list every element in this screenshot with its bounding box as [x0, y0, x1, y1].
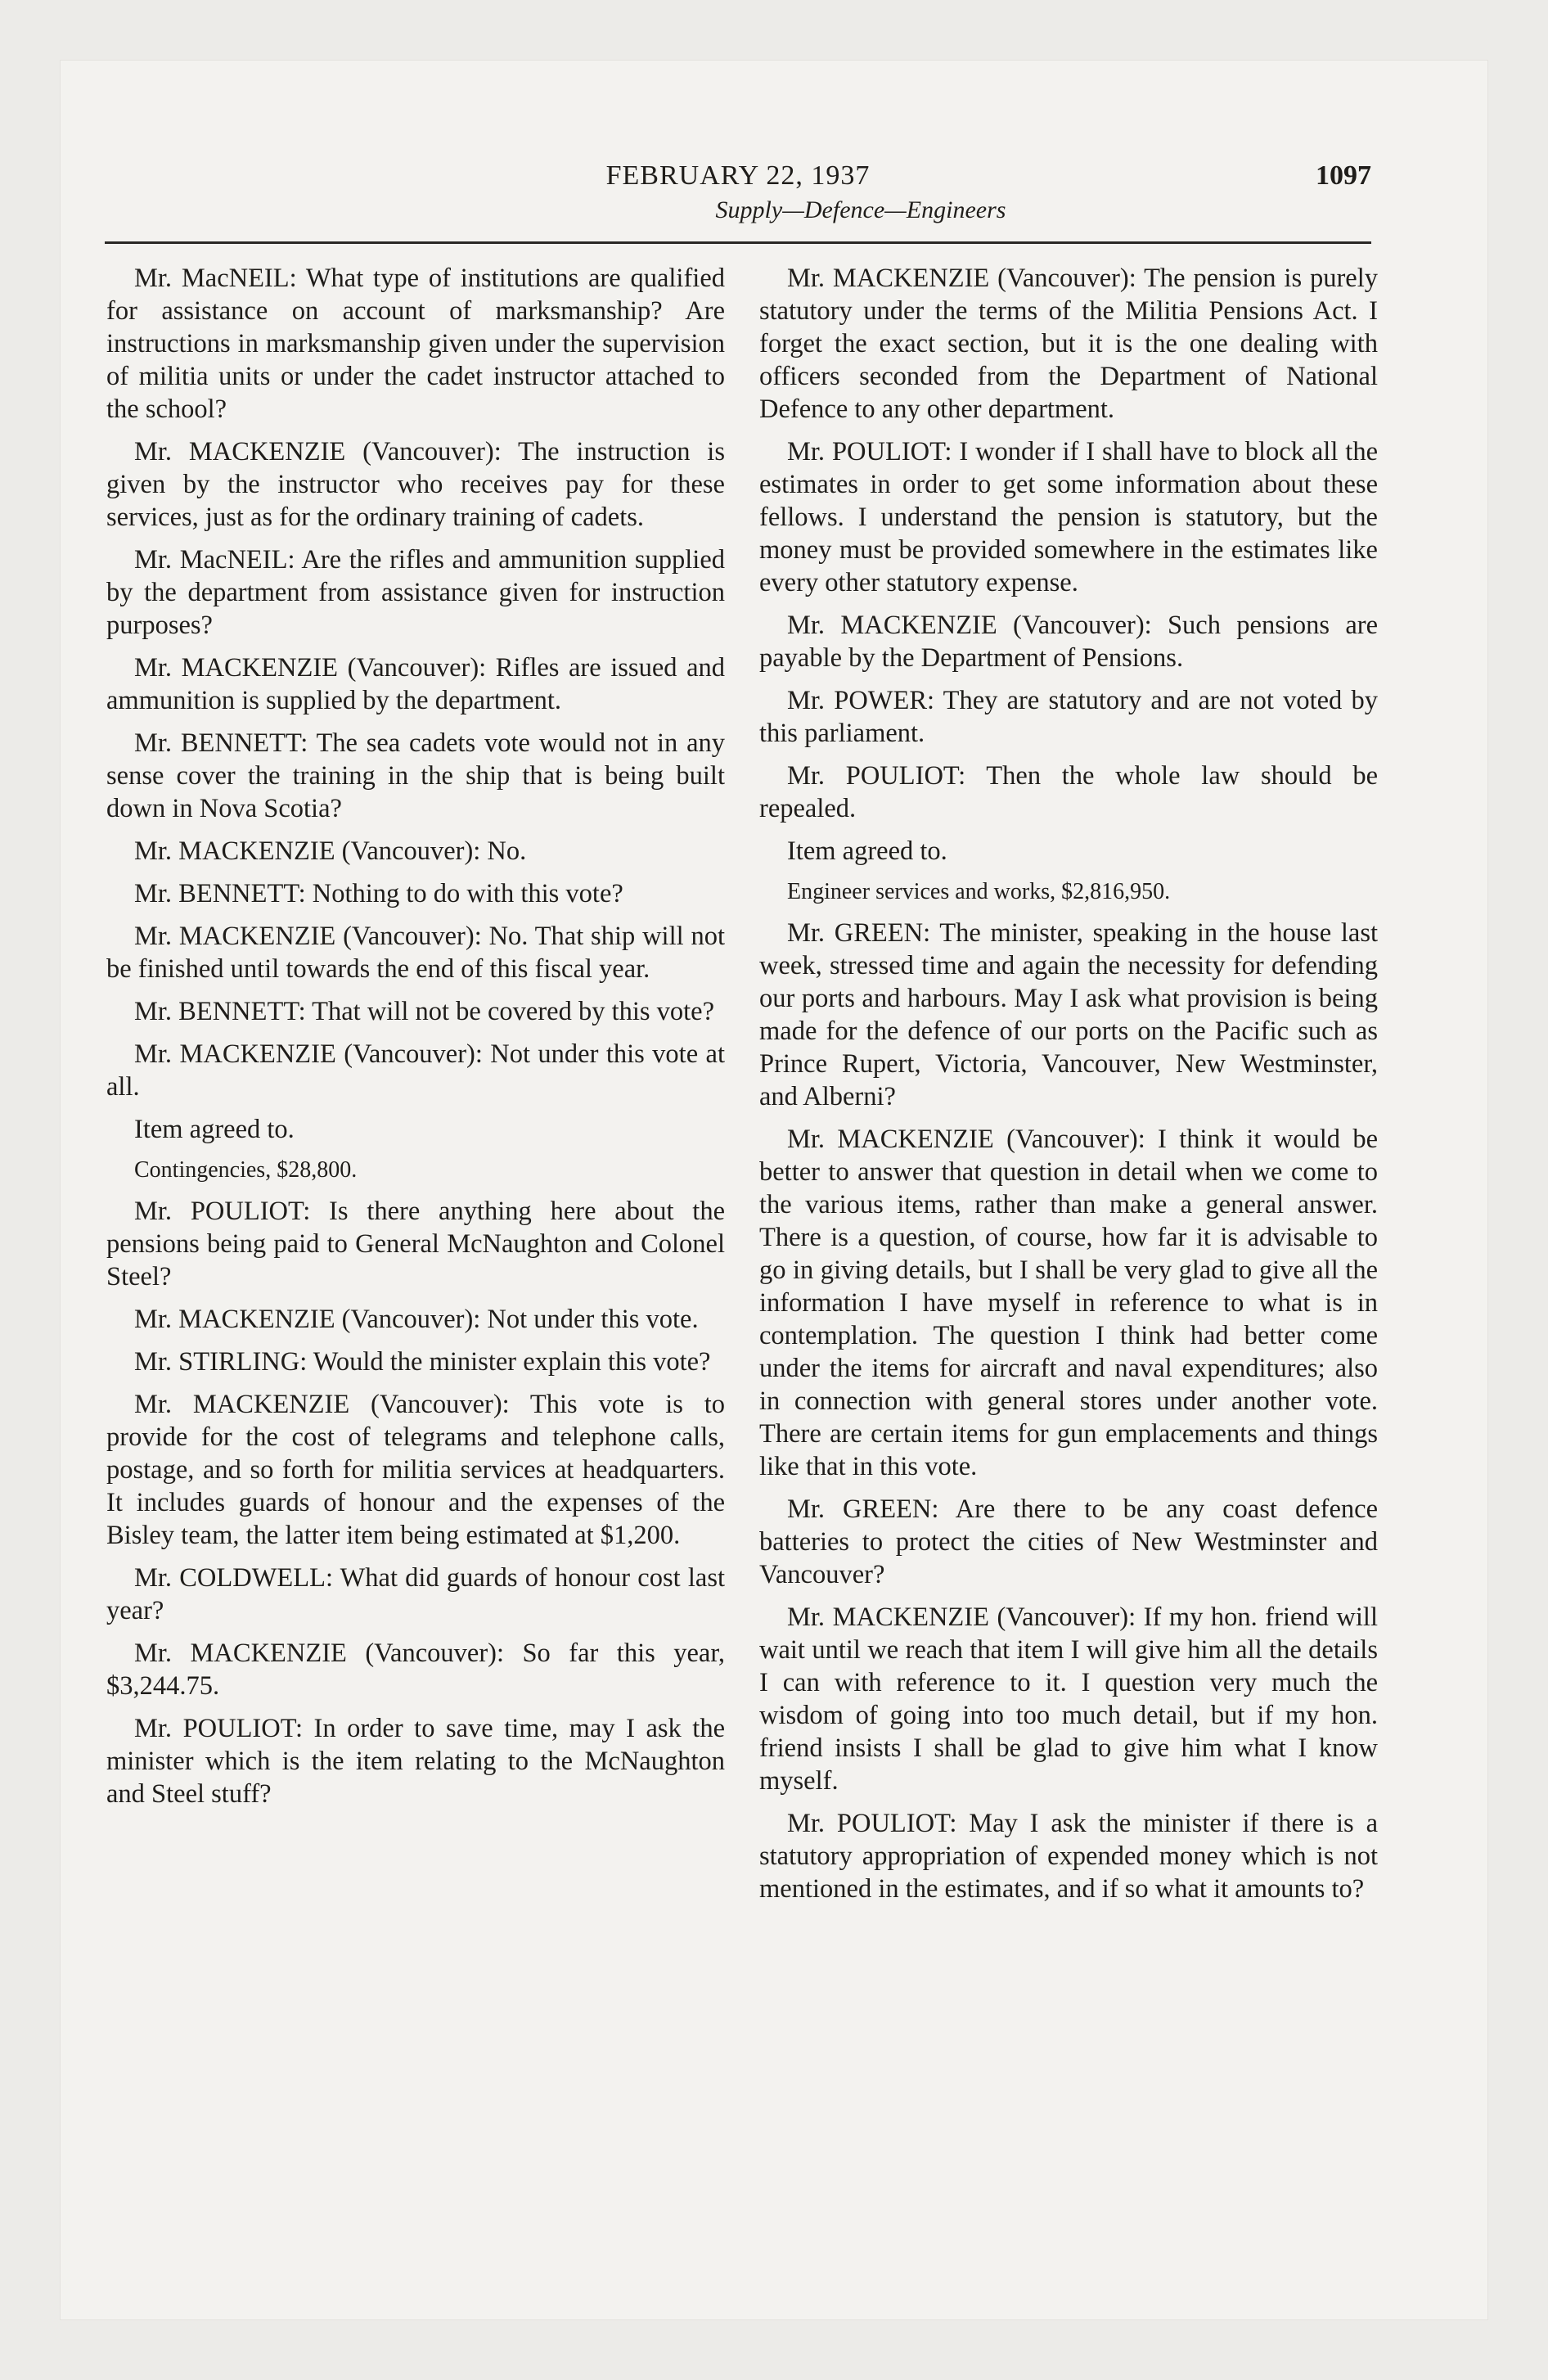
paragraph: Mr. MACKENZIE (Vancouver): Rifles are issued and ammunition is supplied by the department.: [106, 653, 725, 715]
estimate-item-heading: Engineer services and works, $2,816,950.: [787, 879, 1171, 904]
paragraph: Mr. MACKENZIE (Vancouver): This vote is to provide for the cost of telegrams and telephone calls, postage, and so forth for militia services at headquarters. It includes guards of honour and the expenses of the Bisley team, the latter item being estimated at $1,200.: [106, 1390, 725, 1550]
paragraph: Mr. POULIOT: May I ask the minister if there is a statutory appropriation of expended money which is not mentioned in the estimates, and if so what it amounts to?: [759, 1809, 1378, 1904]
paragraph: Mr. MacNEIL: What type of institutions are qualified for assistance on account of marksmanship? Are instructions in marksmanship given under the supervision of militia units or under the cadet instructor attached to the school?: [106, 264, 725, 424]
paragraph: Mr. GREEN: The minister, speaking in the house last week, stressed time and again the necessity for defending our ports and harbours. May I ask what provision is being made for the defence of our ports on the Pacific such as Prince Rupert, Victoria, Vancouver, New Westminster, and Alberni?: [759, 918, 1378, 1111]
paragraph: Mr. POULIOT: Then the whole law should be repealed.: [759, 761, 1378, 823]
paragraph: Mr. MACKENZIE (Vancouver): I think it would be better to answer that question in detail when we come to the various items, rather than make a general answer. There is a question, of course, how far it is advisable to go in giving details, but I shall be very glad to give all the information I have myself in reference to what is in contemplation. The question I think had better come under the items for aircraft and naval expenditures; also in connection with general stores under another vote. There are certain items for gun emplacements and things like that in this vote.: [759, 1125, 1378, 1481]
paragraph: Mr. MACKENZIE (Vancouver): No. That ship will not be finished until towards the end of this fiscal year.: [106, 922, 725, 984]
header-date: FEBRUARY 22, 1937: [605, 160, 871, 191]
item-agreed: Item agreed to.: [787, 836, 947, 866]
paragraph: Mr. MACKENZIE (Vancouver): Not under this vote.: [134, 1305, 699, 1334]
paragraph: Mr. POULIOT: In order to save time, may I ask the minister which is the item relating to the McNaughton and Steel stuff?: [106, 1714, 725, 1809]
header-subtitle: Supply—Defence—Engineers: [715, 196, 1006, 223]
paragraph: Mr. BENNETT: Nothing to do with this vote?: [134, 879, 623, 908]
header-rule: [105, 241, 1371, 244]
paragraph: Mr. STIRLING: Would the minister explain this vote?: [134, 1347, 711, 1377]
item-agreed: Item agreed to.: [134, 1115, 295, 1144]
estimate-item-heading: Contingencies, $28,800.: [134, 1157, 358, 1183]
paragraph: Mr. POULIOT: I wonder if I shall have to block all the estimates in order to get some information about these fellows. I understand the pension is statutory, but the money must be provided somewhere in the estimates like every other statutory expense.: [759, 437, 1378, 597]
paragraph: Mr. COLDWELL: What did guards of honour cost last year?: [106, 1563, 725, 1625]
paragraph: Mr. BENNETT: That will not be covered by this vote?: [134, 997, 715, 1026]
paragraph: Mr. POULIOT: Is there anything here about the pensions being paid to General McNaughton and Colonel Steel?: [106, 1197, 725, 1291]
paragraph: Mr. MACKENZIE (Vancouver): Such pensions are payable by the Department of Pensions.: [759, 611, 1378, 673]
right-column: [759, 262, 1378, 1915]
paragraph: Mr. MACKENZIE (Vancouver): Not under this vote at all.: [106, 1039, 725, 1102]
left-column: [106, 262, 725, 1820]
paragraph: Mr. MACKENZIE (Vancouver): The instruction is given by the instructor who receives pay for these services, just as for the ordinary training of cadets.: [106, 437, 725, 532]
paragraph: Mr. POWER: They are statutory and are not voted by this parliament.: [759, 686, 1378, 748]
page-header: [105, 105, 1371, 236]
paragraph: Mr. BENNETT: The sea cadets vote would not in any sense cover the training in the ship that is being built down in Nova Scotia?: [106, 728, 725, 823]
paragraph: Mr. MACKENZIE (Vancouver): If my hon. friend will wait until we reach that item I will give him all the details I can with reference to it. I question very much the wisdom of going into too much detail, but if my hon. friend insists I shall be glad to give him what I know myself.: [759, 1602, 1378, 1796]
paragraph: Mr. MACKENZIE (Vancouver): No.: [134, 836, 527, 866]
page-number: 1097: [1316, 160, 1371, 191]
paragraph: Mr. MacNEIL: Are the rifles and ammunition supplied by the department from assistance given for instruction purposes?: [106, 545, 725, 640]
paragraph: Mr. MACKENZIE (Vancouver): So far this year, $3,244.75.: [106, 1639, 725, 1701]
paragraph: Mr. GREEN: Are there to be any coast defence batteries to protect the cities of New Westminster and Vancouver?: [759, 1494, 1378, 1589]
paragraph: Mr. MACKENZIE (Vancouver): The pension is purely statutory under the terms of the Militia Pensions Act. I forget the exact section, but it is the one dealing with officers seconded from the Department of National Defence to any other department.: [759, 264, 1378, 424]
